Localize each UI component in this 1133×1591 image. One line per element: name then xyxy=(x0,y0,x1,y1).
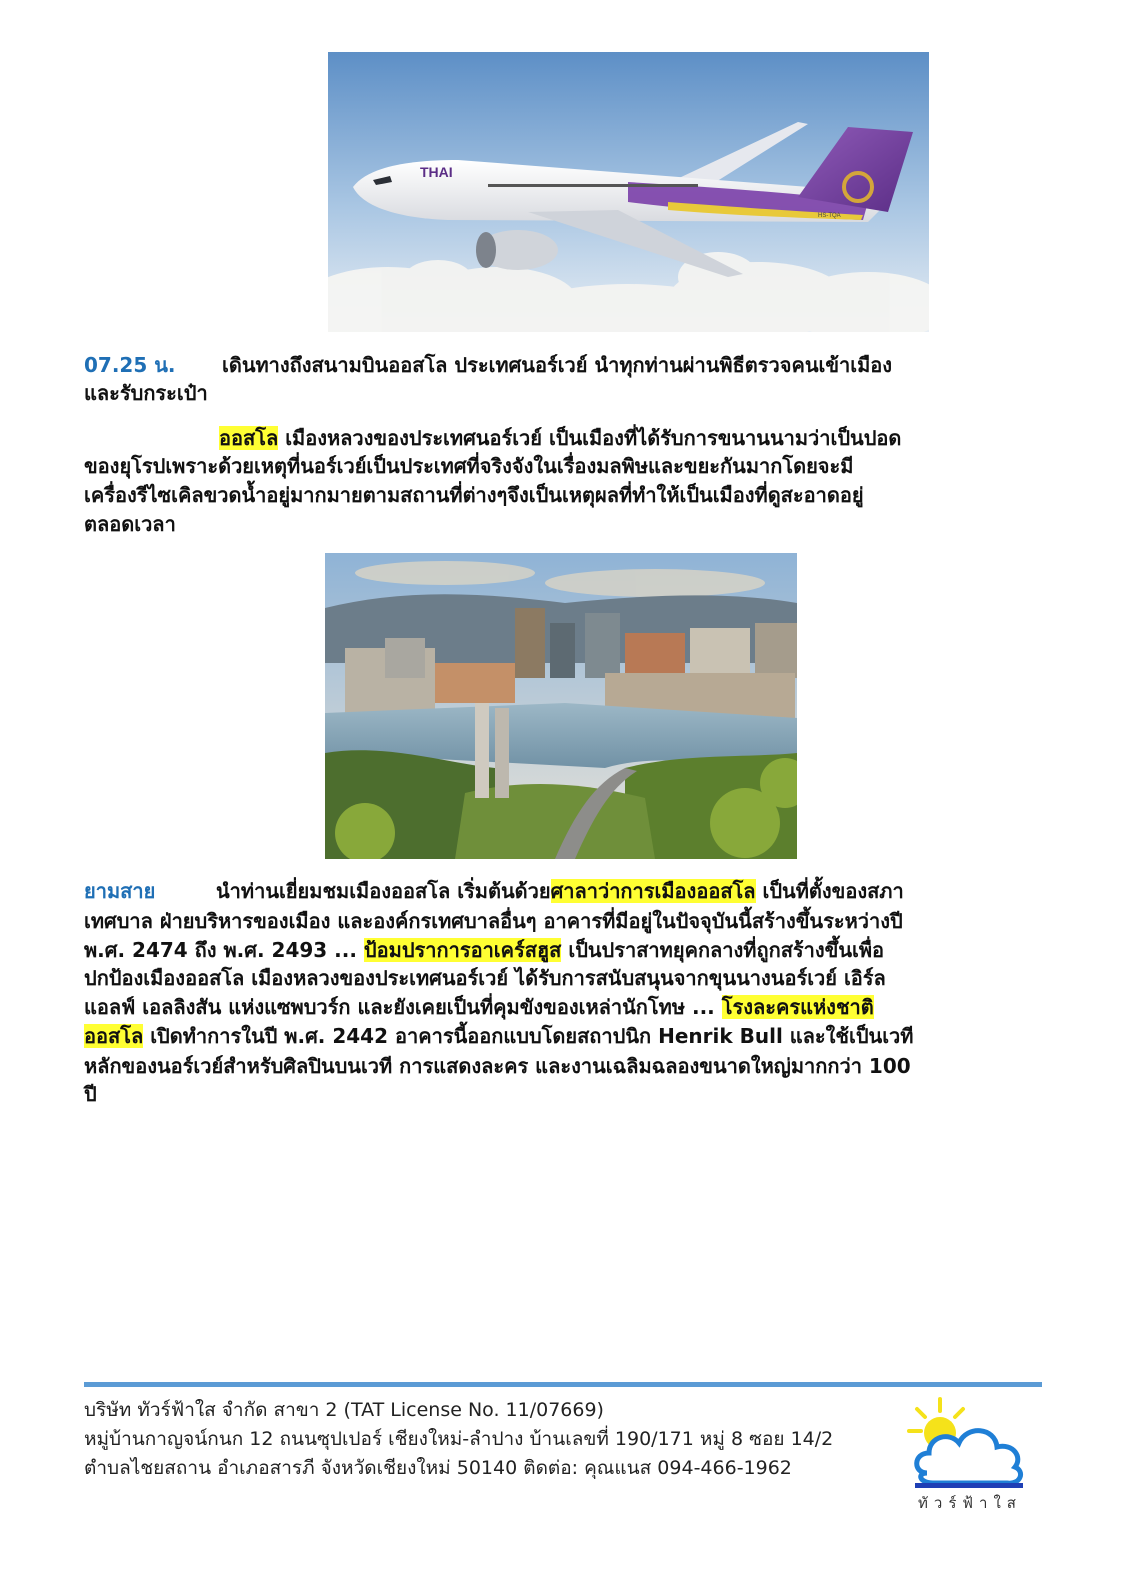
section2-line5a: แอลฟ์ เอลลิงสัน แห่งแซพบวร์ก และยังเคยเป็นที่คุมขังของเหล่านักโทษ ... xyxy=(84,995,722,1019)
section2-line3b: เป็นปราสาทยุคกลางที่ถูกสร้างขึ้นเพื่อ xyxy=(561,938,885,962)
section2-line8: ปี xyxy=(84,1082,97,1106)
oslo-line4: ตลอดเวลา xyxy=(84,512,176,536)
section2-line3 xyxy=(84,936,884,964)
section1-text-line2: และรับกระเป๋า xyxy=(84,381,208,405)
airline-logo: THAI xyxy=(420,164,453,180)
section2-line6b: เปิดทำการในปี พ.ศ. 2442 อาคารนี้ออกแบบโดยสถาปนิก Henrik Bull และใช้เป็นเวที xyxy=(143,1024,914,1048)
time-morning: ยามสาย xyxy=(84,879,156,903)
theatre-highlight: โรงละครแห่งชาติ xyxy=(721,995,874,1019)
footer-address2: ตำบลไชยสถาน อำเภอสารภี จังหวัดเชียงใหม่ 50140 ติดต่อ: คุณแนส 094-466-1962 xyxy=(84,1457,792,1479)
akershus-highlight: ป้อมปราการอาเคร์สฮูส xyxy=(363,938,562,962)
oslo-city-photo xyxy=(325,553,797,859)
oslo-highlight: ออสโล xyxy=(219,426,279,450)
section1-text-line1: เดินทางถึงสนามบินออสโล ประเทศนอร์เวย์ นำทุกท่านผ่านพิธีตรวจคนเข้าเมือง xyxy=(222,353,893,377)
section2-line1 xyxy=(216,877,904,905)
section2-line6 xyxy=(84,1022,913,1050)
sun-cloud-icon xyxy=(905,1395,1035,1490)
section2-time xyxy=(84,877,155,905)
footer-address1: หมู่บ้านกาญจน์กนก 12 ถนนซุปเปอร์ เชียงใหม่-ลำปาง บ้านเลขที่ 190/171 หมู่ 8 ซอย 14/2 xyxy=(84,1428,834,1450)
airplane-photo xyxy=(328,52,929,332)
section2-line7: หลักของนอร์เวย์สำหรับศิลปินบนเวที การแสดงละคร และงานเฉลิมฉลองขนาดใหญ่มากกว่า 100 xyxy=(84,1054,911,1078)
section2-line4: ปกป้องเมืองออสโล เมืองหลวงของประเทศนอร์เวย์ ได้รับการสนับสนุนจากขุนนางนอร์เวย์ เอิร์ล xyxy=(84,966,886,990)
footer-divider xyxy=(84,1382,1042,1387)
time-0725: 07.25 น. xyxy=(84,353,176,377)
section1-line1 xyxy=(84,351,176,379)
oslo-line1 xyxy=(219,424,901,452)
section2-line3a: พ.ศ. 2474 ถึง พ.ศ. 2493 ... xyxy=(84,938,364,962)
section2-line5 xyxy=(84,993,874,1021)
section2-line1b: เป็นที่ตั้งของสภา xyxy=(755,879,904,903)
logo-underline xyxy=(915,1483,1023,1488)
city-hall-highlight: ศาลาว่าการเมืองออสโล xyxy=(550,879,756,903)
aircraft-registration: HS-TQA xyxy=(818,213,841,219)
footer-company: บริษัท ทัวร์ฟ้าใส จำกัด สาขา 2 (TAT License No. 11/07669) xyxy=(84,1399,604,1421)
theatre-highlight-oslo: ออสโล xyxy=(84,1024,144,1048)
oslo-line2: ของยุโรปเพราะด้วยเหตุที่นอร์เวย์เป็นประเทศที่จริงจังในเรื่องมลพิษและขยะกันมากโดยจะมี xyxy=(84,454,854,478)
company-logo xyxy=(905,1395,1035,1515)
logo-caption: ทัวร์ฟ้าใส xyxy=(918,1494,1022,1512)
section2-line2: เทศบาล ฝ่ายบริหารของเมือง และองค์กรเทศบาลอื่นๆ อาคารที่มีอยู่ในปัจจุบันนี้สร้างขึ้นระหว่างปี xyxy=(84,909,903,933)
oslo-line1-rest: เมืองหลวงของประเทศนอร์เวย์ เป็นเมืองที่ได้รับการขนานนามว่าเป็นปอด xyxy=(278,426,902,450)
section2-line1a: นำท่านเยี่ยมชมเมืองออสโล เริ่มต้นด้วย xyxy=(216,879,551,903)
oslo-line3: เครื่องรีไซเคิลขวดน้ำอยู่มากมายตามสถานที่ต่างๆจึงเป็นเหตุผลที่ทำให้เป็นเมืองที่ดูสะอาดอยู่ xyxy=(84,483,864,507)
